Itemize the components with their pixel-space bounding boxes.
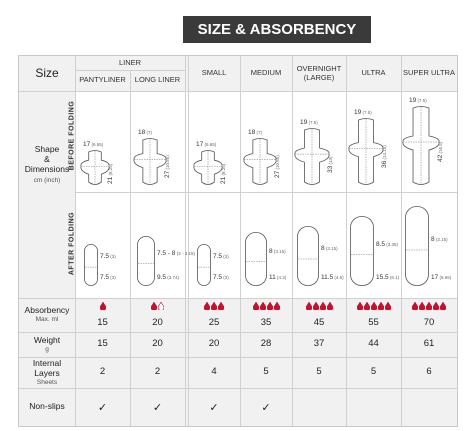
absorbency-drops xyxy=(75,302,130,312)
absorbency-value: 35 xyxy=(260,317,272,329)
col-header-overnight: OVERNIGHT (LARGE) xyxy=(296,63,342,82)
length-dimension xyxy=(381,145,388,168)
dim-value: 42 xyxy=(437,154,444,162)
weight-value: 20 xyxy=(208,338,220,350)
weight-unit: g xyxy=(45,345,49,353)
dim-value: 18 xyxy=(248,129,256,136)
liner-group-label: LINER xyxy=(118,57,142,67)
dim-unit: (14.15) xyxy=(382,145,387,161)
dim-value: 8 xyxy=(321,245,325,252)
fold-length-dimension xyxy=(269,274,286,281)
absorbency-value: 25 xyxy=(208,317,220,329)
pad-shape-before-folding xyxy=(133,138,167,186)
dim-unit: (3) xyxy=(109,275,116,280)
drop-icon xyxy=(440,302,446,310)
dim-unit: (3.15) xyxy=(434,237,448,242)
drop-icon xyxy=(306,302,312,310)
absorbency-label: Absorbency xyxy=(24,305,70,316)
dim-unit: (13) xyxy=(328,156,333,166)
weight-value: 28 xyxy=(260,338,272,350)
width-dimension xyxy=(300,119,318,126)
length-dimension xyxy=(437,142,444,162)
dim-unit: (7) xyxy=(145,130,152,135)
dim-value: 8 xyxy=(269,247,273,255)
drop-icon xyxy=(426,302,432,310)
col-header-small: SMALL xyxy=(201,68,227,78)
drop-icon xyxy=(204,302,210,310)
drop-icon xyxy=(412,302,418,310)
drop-icon xyxy=(211,302,217,310)
size-label: Size xyxy=(35,65,59,80)
dim-value: 7.5 xyxy=(100,253,110,261)
fold-length-dimension xyxy=(376,274,399,281)
page-title: SIZE & ABSORBENCY xyxy=(183,16,371,43)
dim-unit: (6.1) xyxy=(388,275,400,280)
drop-icon xyxy=(260,302,266,310)
absorbency-value: 70 xyxy=(423,317,435,329)
dim-unit: (3.35) xyxy=(385,241,399,247)
weight-value: 37 xyxy=(313,338,325,350)
fold-length-dimension xyxy=(157,274,179,281)
layers-value: 2 xyxy=(99,366,106,378)
drop-icon xyxy=(327,302,333,310)
dim-value: 7.5 xyxy=(100,274,110,281)
col-divider xyxy=(185,56,186,426)
absorbency-drops xyxy=(240,302,292,312)
absorbency-value: 20 xyxy=(152,317,163,329)
dim-value: 36 xyxy=(381,160,388,168)
pad-shape-before-folding xyxy=(348,118,384,186)
row-divider xyxy=(19,298,457,299)
dim-unit: (10.65) xyxy=(165,155,170,171)
nonslip-check-icon: ✓ xyxy=(261,401,271,414)
fold-length-dimension xyxy=(100,274,116,281)
drop-icon xyxy=(218,302,224,310)
row-divider xyxy=(19,91,457,92)
layers-label: Internal Layers xyxy=(32,358,62,378)
layers-value: 6 xyxy=(426,366,432,378)
weight-row-label xyxy=(19,332,75,357)
nonslip-check-icon xyxy=(401,388,457,426)
dim-unit: (3) xyxy=(222,275,229,280)
nonslip-check-icon: ✓ xyxy=(152,401,163,414)
drop-icon xyxy=(378,302,384,310)
fold-width-dimension xyxy=(321,245,338,252)
drop-icon xyxy=(371,302,377,310)
dim-value: 27 xyxy=(164,170,171,178)
length-dimension xyxy=(220,164,227,184)
drop-icon xyxy=(419,302,425,310)
col-header-super-ultra: SUPER ULTRA xyxy=(403,68,455,78)
width-dimension xyxy=(83,141,103,148)
dim-value: 7.5 xyxy=(213,274,223,281)
dim-unit: (8.25) xyxy=(221,163,226,177)
pad-shape-after-folding xyxy=(245,232,267,286)
layers-row-label xyxy=(19,357,75,388)
absorbency-drops xyxy=(188,302,240,312)
pad-shape-after-folding xyxy=(297,226,319,286)
layers-value: 5 xyxy=(370,366,377,378)
dim-value: 7.5 xyxy=(213,253,223,261)
dim-unit: (3) xyxy=(109,254,116,260)
layers-unit: Sheets xyxy=(36,378,58,386)
pad-shape-after-folding xyxy=(197,244,211,286)
dim-unit: (3.74) xyxy=(166,275,180,280)
drop-icon xyxy=(313,302,319,310)
absorbency-drops xyxy=(401,302,457,312)
nonslip-check-icon xyxy=(292,388,346,426)
dim-value: 11.5 xyxy=(321,274,334,281)
dim-unit: (6.65) xyxy=(90,142,104,147)
width-dimension xyxy=(409,97,427,104)
dim-value: 17 xyxy=(431,274,439,281)
weight-value: 61 xyxy=(423,338,435,350)
fold-width-dimension xyxy=(269,248,286,255)
drop-icon xyxy=(253,302,259,310)
dim-unit: (3.15) xyxy=(272,248,286,254)
col-header-long-liner: LONG LINER xyxy=(134,75,181,85)
absorbency-drops xyxy=(346,302,401,312)
dim-unit: (7.5) xyxy=(416,98,427,103)
pad-shape-before-folding xyxy=(402,106,440,186)
nonslips-row-label xyxy=(19,388,75,426)
fold-length-dimension xyxy=(321,274,344,281)
dim-value: 17 xyxy=(83,141,91,148)
dim-value: 33 xyxy=(327,165,334,173)
fold-width-dimension xyxy=(376,241,398,248)
dim-unit: (8.25) xyxy=(108,163,113,177)
length-dimension xyxy=(164,155,171,178)
weight-value: 20 xyxy=(152,338,163,350)
drop-icon xyxy=(357,302,363,310)
dim-unit: (3.15) xyxy=(324,246,338,251)
width-dimension xyxy=(196,141,216,148)
nonslip-check-icon xyxy=(346,388,401,426)
nonslips-label: Non-slips xyxy=(29,401,65,412)
drop-icon xyxy=(151,302,157,310)
absorbency-row-label xyxy=(19,298,75,332)
dim-value: 19 xyxy=(409,97,417,104)
layers-value: 5 xyxy=(316,366,322,378)
pad-shape-before-folding xyxy=(243,138,277,186)
layers-value: 4 xyxy=(211,366,217,378)
absorbency-unit: Max. ml xyxy=(35,316,59,324)
pad-shape-after-folding xyxy=(84,244,98,286)
dim-value: 21 xyxy=(220,176,227,184)
dim-value: 19 xyxy=(354,109,362,116)
absorbency-value: 45 xyxy=(313,317,325,329)
pad-shape-before-folding xyxy=(193,150,223,186)
drop-icon xyxy=(320,302,326,310)
weight-value: 44 xyxy=(368,338,379,350)
shape-unit: cm (inch) xyxy=(33,177,61,185)
pad-shape-after-folding xyxy=(405,206,429,286)
dim-unit: (3 - 3.15) xyxy=(175,250,195,256)
layers-value: 5 xyxy=(263,366,269,378)
drop-icon xyxy=(158,302,164,310)
layers-value: 2 xyxy=(154,366,161,378)
drop-icon xyxy=(267,302,273,310)
dim-unit: (7.5) xyxy=(307,120,318,125)
drop-icon xyxy=(274,302,280,310)
dim-value: 19 xyxy=(300,119,308,126)
after-folding-label: AFTER FOLDING xyxy=(68,211,76,276)
dim-unit: (3) xyxy=(222,254,229,260)
row-divider xyxy=(75,192,457,193)
dim-value: 15.5 xyxy=(376,274,389,281)
width-dimension xyxy=(248,129,262,136)
dim-unit: (4.5) xyxy=(333,275,344,280)
pad-shape-before-folding xyxy=(80,150,110,186)
width-dimension xyxy=(354,109,372,116)
drop-icon xyxy=(100,302,106,310)
absorbency-value: 55 xyxy=(368,317,379,329)
col-header-ultra: ULTRA xyxy=(361,68,386,78)
fold-width-dimension xyxy=(431,236,448,243)
fold-width-dimension xyxy=(213,253,229,260)
dim-unit: (10.65) xyxy=(275,155,280,171)
dim-unit: (6.65) xyxy=(438,275,452,280)
absorbency-drops xyxy=(130,302,185,312)
drop-icon xyxy=(385,302,391,310)
drop-icon xyxy=(364,302,370,310)
weight-label: Weight xyxy=(33,334,61,345)
nonslip-check-icon: ✓ xyxy=(97,401,108,414)
pad-shape-after-folding xyxy=(350,216,374,286)
fold-length-dimension xyxy=(431,274,451,281)
dim-value: 8 xyxy=(431,236,435,243)
dim-value: 11 xyxy=(269,274,276,281)
absorbency-value: 15 xyxy=(97,317,108,329)
pad-shape-after-folding xyxy=(137,236,155,286)
pad-shape-before-folding xyxy=(294,128,330,186)
dim-value: 18 xyxy=(138,129,146,136)
dim-value: 7.5 - 8 xyxy=(157,249,176,257)
drop-icon xyxy=(433,302,439,310)
weight-value: 15 xyxy=(97,338,108,350)
dim-value: 9.5 xyxy=(157,274,167,281)
dim-value: 8.5 xyxy=(376,240,386,248)
length-dimension xyxy=(327,157,334,174)
dim-value: 27 xyxy=(274,170,281,178)
fold-width-dimension xyxy=(100,253,116,260)
length-dimension xyxy=(107,164,114,184)
dim-unit: (7.5) xyxy=(361,110,372,115)
before-folding-label: BEFORE FOLDING xyxy=(68,100,76,171)
col-header-pantyliner: PANTYLINER xyxy=(79,75,126,85)
col-header-medium: MEDIUM xyxy=(250,68,282,78)
dim-value: 21 xyxy=(107,176,114,184)
width-dimension xyxy=(138,129,152,136)
fold-length-dimension xyxy=(213,274,229,281)
dim-value: 17 xyxy=(196,141,204,148)
absorbency-drops xyxy=(292,302,346,312)
dim-unit: (7) xyxy=(255,130,262,135)
nonslip-check-icon: ✓ xyxy=(209,401,219,414)
shape-label: Shape & Dimensions xyxy=(24,144,70,174)
shape-row-label xyxy=(19,130,75,200)
length-dimension xyxy=(274,155,281,178)
dim-unit: (16.5) xyxy=(438,141,443,155)
dim-unit: (4.3) xyxy=(275,275,287,280)
dim-unit: (6.65) xyxy=(203,142,217,147)
fold-width-dimension xyxy=(157,250,195,257)
